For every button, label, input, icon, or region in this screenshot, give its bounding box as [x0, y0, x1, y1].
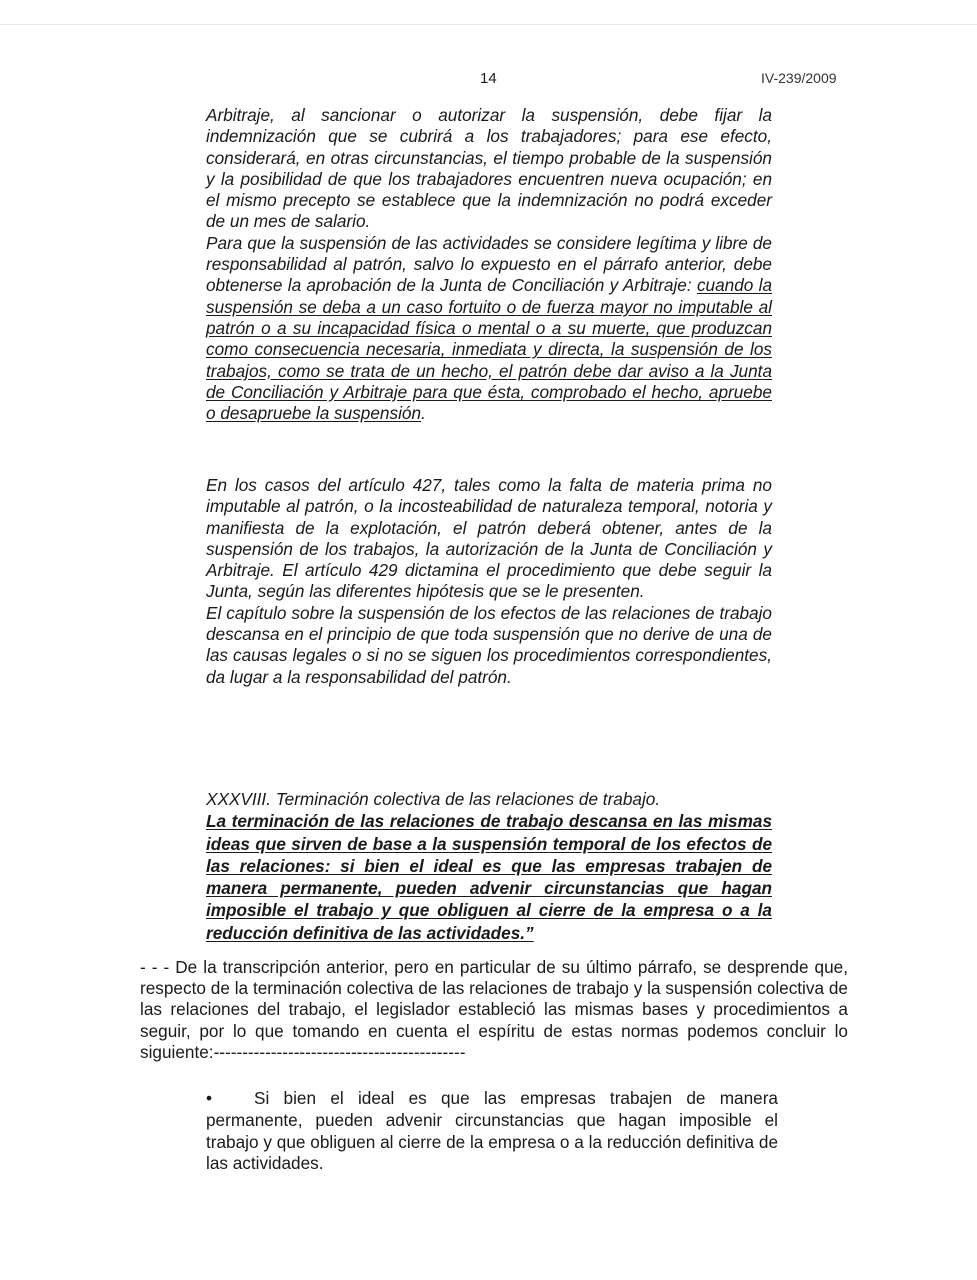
- quote-underlined-text: cuando la suspensión se deba a un caso fortuito o de fuerza mayor no imputable al patrón o a su incapacidad física o mental o a su muerte, que produzcan como consecuencia necesaria, inmediata y directa, la suspensión de los trabajos, como se trata de un hecho, el patrón debe dar aviso a la Junta de Conciliación y Arbitraje para que ésta, comprobado el hecho, apruebe o desapruebe la suspensión: [206, 275, 773, 424]
- quote-paragraph-capitulo: El capítulo sobre la suspensión de los efectos de las relaciones de trabajo descansa en el principio de que toda suspensión que no derive de una de las causas legales o si no se siguen los procedimientos correspondientes, da lugar a la responsabilidad del patrón.: [206, 602, 772, 687]
- quote-block-1: [206, 105, 772, 424]
- body-paragraph-block: [140, 957, 848, 1063]
- scan-edge-line: [0, 24, 977, 25]
- bullet-list: [206, 1088, 778, 1175]
- document-reference: IV-239/2009: [761, 70, 837, 86]
- page-number: 14: [480, 70, 497, 87]
- quote-plain-text: Para que la suspensión de las actividades se considere legítima y libre de responsabilidad al patrón, salvo lo expuesto en el párrafo anterior, debe obtenerse la aprobación de la Junta de Conciliación y Arbitraje:: [206, 232, 772, 296]
- quote-block-3: [206, 788, 772, 944]
- bullet-item: [206, 1088, 778, 1175]
- quote-block-2: [206, 475, 772, 688]
- section-heading: XXXVIII. Terminación colectiva de las relaciones de trabajo.: [206, 789, 661, 809]
- quote-paragraph-indemnizacion: Arbitraje, al sancionar o autorizar la suspensión, debe fijar la indemnización que se cubrirá a los trabajadores; para ese efecto, considerará, en otras circunstancias, el tiempo probable de la suspensión y la posibilidad de que los trabajadores encuentren nueva ocupación; en el mismo precepto se establece que la indemnización no podrá exceder de un mes de salario.: [206, 105, 772, 232]
- quote-paragraph-aprobacion: [206, 233, 772, 425]
- quote-paragraph-articulo-427: En los casos del artículo 427, tales como la falta de materia prima no imputable al patrón, o la incosteabilidad de naturaleza temporal, notoria y manifiesta de la explotación, el patrón deberá obtener, antes de la suspensión de los trabajos, la autorización de la Junta de Conciliación y Arbitraje. El artículo 429 dictamina el procedimiento que debe seguir la Junta, según las diferentes hipótesis que se le presenten.: [206, 475, 772, 602]
- quote-bold-underlined-paragraph: La terminación de las relaciones de trabajo descansa en las mismas ideas que sirven de base a la suspensión temporal de los efectos de las relaciones: si bien el ideal es que las empresas trabajen de manera permanente, pueden advenir circunstancias que hagan imposible el trabajo y que obliguen al cierre de la empresa o a la reducción definitiva de las actividades.”: [206, 811, 772, 943]
- quote-period: .: [421, 403, 426, 424]
- bullet-dot-icon: •: [206, 1088, 213, 1108]
- bullet-item-text: Si bien el ideal es que las empresas trabajen de manera permanente, pueden advenir circunstancias que hagan imposible el trabajo y que obliguen al cierre de la empresa o a la reducción definitiva de las actividades.: [206, 1088, 778, 1174]
- body-paragraph: - - - De la transcripción anterior, pero en particular de su último párrafo, se desprende que, respecto de la terminación colectiva de las relaciones de trabajo y la suspensión colectiva de las relaciones del trabajo, el legislador estableció las mismas bases y procedimientos a seguir, por lo que tomando en cuenta el espíritu de estas normas podemos concluir lo siguiente:--------------------------------------------: [140, 957, 848, 1062]
